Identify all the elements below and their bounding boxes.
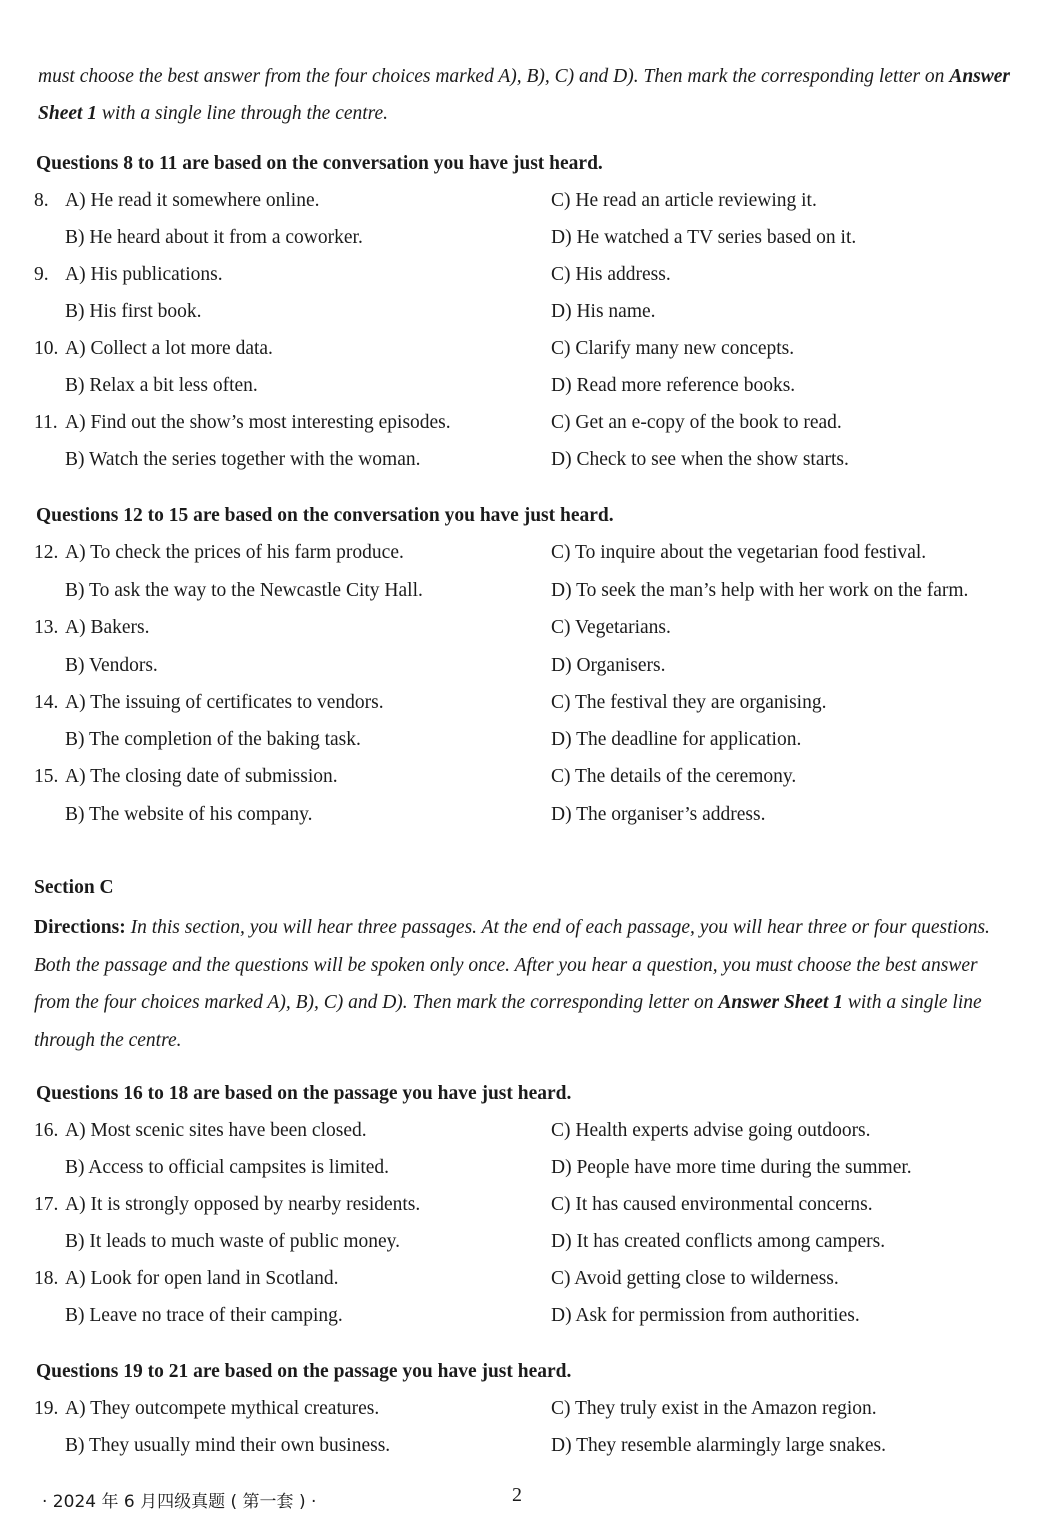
directions-label: Directions: bbox=[34, 917, 126, 938]
option-b: B) The completion of the baking task. bbox=[65, 729, 361, 750]
option-a: A) Bakers. bbox=[65, 617, 150, 638]
option-a: A) The issuing of certificates to vendors. bbox=[65, 692, 384, 713]
option-d: D) The deadline for application. bbox=[551, 729, 802, 750]
answer-sheet-ref: Answer Sheet 1 bbox=[718, 992, 843, 1013]
question-19-row-1 bbox=[0, 1398, 1050, 1435]
option-b: B) They usually mind their own business. bbox=[65, 1435, 391, 1456]
group-title: Questions 16 to 18 are based on the passage you have just heard. bbox=[36, 1083, 572, 1104]
question-13-row-2 bbox=[0, 655, 1050, 692]
option-c: C) They truly exist in the Amazon region. bbox=[551, 1398, 877, 1419]
option-d: D) People have more time during the summer. bbox=[551, 1157, 912, 1178]
question-18-row-1 bbox=[0, 1268, 1050, 1305]
option-a: A) The closing date of submission. bbox=[65, 766, 338, 787]
directions-text: In this section, you will hear three passages. At the end of each passage, you will hear three or four questions. Both the passage and the questions will be spoken only once. After you hear a question, you must choose the best answer from the four choices marked A), B), C) and D). Then mark the corresponding letter on bbox=[34, 917, 990, 1013]
option-a: A) They outcompete mythical creatures. bbox=[65, 1398, 380, 1419]
option-b: B) He heard about it from a coworker. bbox=[65, 227, 363, 248]
question-number: 13. bbox=[34, 617, 59, 638]
question-number: 8. bbox=[34, 190, 49, 211]
page-number: 2 bbox=[512, 1484, 522, 1506]
option-c: C) He read an article reviewing it. bbox=[551, 190, 817, 211]
option-a: A) His publications. bbox=[65, 264, 223, 285]
question-11-row-1 bbox=[0, 412, 1050, 449]
section-heading: Section C bbox=[34, 877, 114, 898]
question-14-row-1 bbox=[0, 692, 1050, 729]
question-17-row-1 bbox=[0, 1194, 1050, 1231]
option-d: D) Ask for permission from authorities. bbox=[551, 1305, 860, 1326]
question-15-row-1 bbox=[0, 766, 1050, 803]
option-a: A) He read it somewhere online. bbox=[65, 190, 320, 211]
question-number: 18. bbox=[34, 1268, 59, 1289]
question-number: 15. bbox=[34, 766, 59, 787]
option-c: C) Vegetarians. bbox=[551, 617, 671, 638]
question-number: 19. bbox=[34, 1398, 59, 1419]
intro-text: must choose the best answer from the four choices marked A), B), C) and D). Then mark the corresponding letter on bbox=[38, 66, 950, 87]
option-b: B) The website of his company. bbox=[65, 804, 313, 825]
directions-end: with a single line through the centre. bbox=[34, 992, 982, 1051]
question-16-row-1 bbox=[0, 1120, 1050, 1157]
question-17-row-2 bbox=[0, 1231, 1050, 1268]
question-9-row-2 bbox=[0, 301, 1050, 338]
question-12-row-1 bbox=[0, 542, 1050, 579]
question-11-row-2 bbox=[0, 449, 1050, 486]
intro-text-end: with a single line through the centre. bbox=[97, 103, 389, 124]
question-9-row-1 bbox=[0, 264, 1050, 301]
question-13-row-1 bbox=[0, 617, 1050, 654]
footer-exam-label: · 2024 年 6 月四级真题 ( 第一套 ) · bbox=[42, 1492, 317, 1512]
option-b: B) It leads to much waste of public money. bbox=[65, 1231, 401, 1252]
option-b: B) His first book. bbox=[65, 301, 202, 322]
section-b-directions-continued bbox=[38, 58, 1013, 132]
question-19-row-2 bbox=[0, 1435, 1050, 1472]
group-title: Questions 12 to 15 are based on the conversation you have just heard. bbox=[36, 505, 614, 526]
question-16-row-2 bbox=[0, 1157, 1050, 1194]
option-b: B) Leave no trace of their camping. bbox=[65, 1305, 343, 1326]
option-a: A) Most scenic sites have been closed. bbox=[65, 1120, 367, 1141]
option-d: D) It has created conflicts among campers. bbox=[551, 1231, 886, 1252]
option-c: C) To inquire about the vegetarian food festival. bbox=[551, 542, 927, 563]
option-a: A) Find out the show’s most interesting episodes. bbox=[65, 412, 451, 433]
question-8-row-2 bbox=[0, 227, 1050, 264]
option-c: C) The details of the ceremony. bbox=[551, 766, 797, 787]
option-d: D) To seek the man’s help with her work on the farm. bbox=[551, 580, 969, 601]
option-c: C) His address. bbox=[551, 264, 671, 285]
question-12-row-2 bbox=[0, 580, 1050, 617]
option-d: D) The organiser’s address. bbox=[551, 804, 766, 825]
question-10-row-2 bbox=[0, 375, 1050, 412]
option-c: C) Health experts advise going outdoors. bbox=[551, 1120, 871, 1141]
question-10-row-1 bbox=[0, 338, 1050, 375]
option-a: A) It is strongly opposed by nearby residents. bbox=[65, 1194, 421, 1215]
option-a: A) To check the prices of his farm produce. bbox=[65, 542, 404, 563]
question-18-row-2 bbox=[0, 1305, 1050, 1342]
option-b: B) To ask the way to the Newcastle City Hall. bbox=[65, 580, 423, 601]
group-title: Questions 19 to 21 are based on the passage you have just heard. bbox=[36, 1361, 572, 1382]
question-number: 9. bbox=[34, 264, 49, 285]
option-c: C) Avoid getting close to wilderness. bbox=[551, 1268, 839, 1289]
question-number: 12. bbox=[34, 542, 59, 563]
question-number: 14. bbox=[34, 692, 59, 713]
option-b: B) Vendors. bbox=[65, 655, 158, 676]
option-c: C) Get an e-copy of the book to read. bbox=[551, 412, 842, 433]
option-b: B) Relax a bit less often. bbox=[65, 375, 258, 396]
option-c: C) Clarify many new concepts. bbox=[551, 338, 795, 359]
question-number: 10. bbox=[34, 338, 59, 359]
option-b: B) Access to official campsites is limited. bbox=[65, 1157, 390, 1178]
option-a: A) Collect a lot more data. bbox=[65, 338, 273, 359]
question-8-row-1 bbox=[0, 190, 1050, 227]
group-title: Questions 8 to 11 are based on the conversation you have just heard. bbox=[36, 153, 603, 174]
answer-sheet-ref: Answer Sheet 1 bbox=[38, 66, 1011, 124]
option-d: D) They resemble alarmingly large snakes. bbox=[551, 1435, 887, 1456]
option-d: D) Organisers. bbox=[551, 655, 666, 676]
option-d: D) Read more reference books. bbox=[551, 375, 796, 396]
option-d: D) He watched a TV series based on it. bbox=[551, 227, 857, 248]
question-number: 11. bbox=[34, 412, 58, 433]
question-number: 16. bbox=[34, 1120, 59, 1141]
option-d: D) Check to see when the show starts. bbox=[551, 449, 849, 470]
option-c: C) It has caused environmental concerns. bbox=[551, 1194, 873, 1215]
option-b: B) Watch the series together with the woman. bbox=[65, 449, 421, 470]
option-d: D) His name. bbox=[551, 301, 656, 322]
option-c: C) The festival they are organising. bbox=[551, 692, 827, 713]
question-number: 17. bbox=[34, 1194, 59, 1215]
question-15-row-2 bbox=[0, 804, 1050, 841]
question-14-row-2 bbox=[0, 729, 1050, 766]
section-c-directions bbox=[34, 909, 1010, 1059]
option-a: A) Look for open land in Scotland. bbox=[65, 1268, 339, 1289]
